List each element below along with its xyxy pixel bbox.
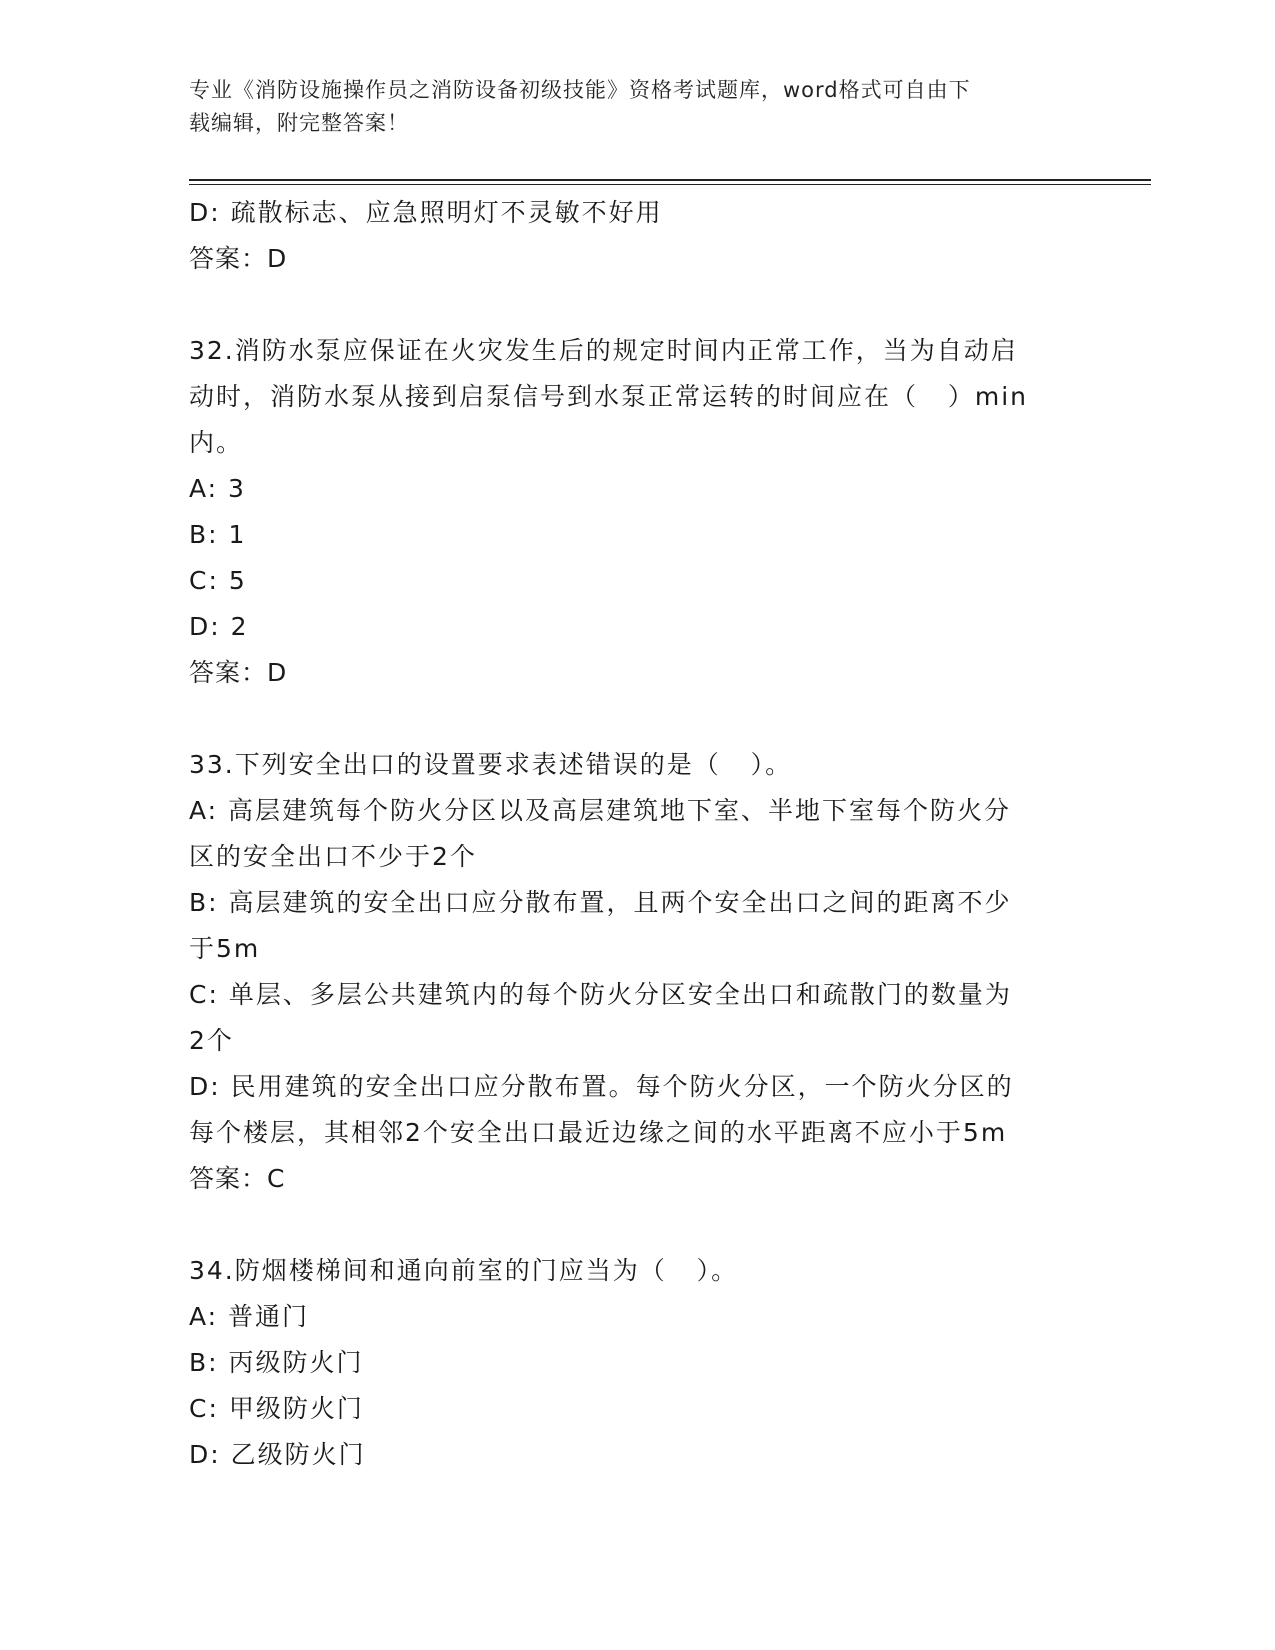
question-stem: 动时，消防水泵从接到启泵信号到水泵正常运转的时间应在（ ）min [189, 382, 1028, 411]
option-a: A: 普通门 [189, 1302, 310, 1331]
question-stem: 34.防烟楼梯间和通向前室的门应当为（ ）。 [189, 1256, 739, 1285]
answer-label: 答案：D [189, 244, 288, 273]
option-c-continued: 2个 [189, 1026, 234, 1055]
option-d: D: 民用建筑的安全出口应分散布置。每个防火分区，一个防火分区的 [189, 1072, 1014, 1101]
previous-question-tail [189, 190, 1069, 282]
spacer [189, 282, 1069, 328]
option-d: D: 疏散标志、应急照明灯不灵敏不好用 [189, 198, 663, 227]
option-d: D: 2 [189, 612, 249, 641]
spacer [189, 1202, 1069, 1248]
document-header [189, 74, 1069, 140]
header-title-line-2: 载编辑，附完整答案！ [189, 111, 409, 135]
answer-label: 答案：C [189, 1164, 286, 1193]
question-content [189, 190, 1069, 1478]
option-b-continued: 于5m [189, 934, 261, 963]
option-d: D: 乙级防火门 [189, 1440, 366, 1469]
option-a: A: 3 [189, 474, 246, 503]
spacer [189, 696, 1069, 742]
option-a-continued: 区的安全出口不少于2个 [189, 842, 477, 871]
option-c: C: 甲级防火门 [189, 1394, 364, 1423]
option-a: A: 高层建筑每个防火分区以及高层建筑地下室、半地下室每个防火分 [189, 796, 1012, 825]
header-title-line-1: 专业《消防设施操作员之消防设备初级技能》资格考试题库，word格式可自由下 [189, 78, 971, 102]
option-b: B: 丙级防火门 [189, 1348, 364, 1377]
question-34 [189, 1248, 1069, 1478]
answer-label: 答案：D [189, 658, 288, 687]
option-c: C: 单层、多层公共建筑内的每个防火分区安全出口和疏散门的数量为 [189, 980, 1012, 1009]
header-rule-thick [189, 179, 1151, 181]
header-rule-thin [189, 184, 1151, 185]
option-b: B: 高层建筑的安全出口应分散布置，且两个安全出口之间的距离不少 [189, 888, 1012, 917]
option-b: B: 1 [189, 520, 247, 549]
question-stem: 33.下列安全出口的设置要求表述错误的是（ ）。 [189, 750, 793, 779]
option-d-continued: 每个楼层，其相邻2个安全出口最近边缘之间的水平距离不应小于5m [189, 1118, 1008, 1147]
question-stem: 内。 [189, 428, 244, 457]
question-32 [189, 328, 1069, 696]
question-33 [189, 742, 1069, 1202]
option-c: C: 5 [189, 566, 247, 595]
question-stem: 32.消防水泵应保证在火灾发生后的规定时间内正常工作，当为自动启 [189, 336, 1018, 365]
